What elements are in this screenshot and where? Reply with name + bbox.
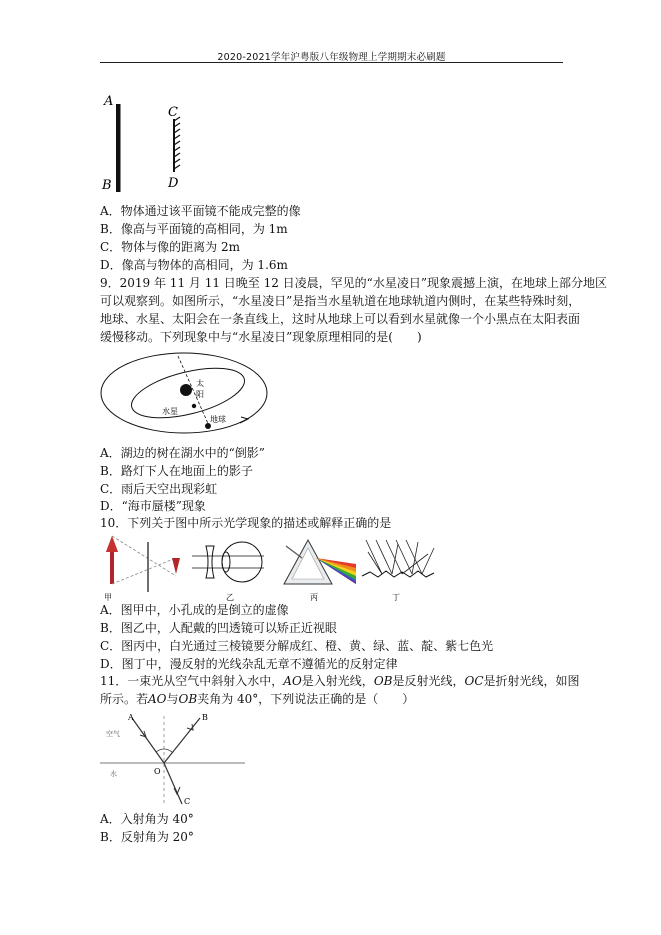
page-header: 2020-2021学年沪粤版八年级物理上学期期末必刷题	[217, 52, 446, 63]
eyeball	[222, 542, 262, 582]
sun	[180, 384, 192, 396]
q10-option-a: A．图甲中，小孔成的是倒立的虚像	[100, 603, 289, 617]
header-rule	[100, 62, 563, 63]
fig-jia-pinhole	[100, 534, 190, 602]
q9-stem-line-2: 可以观察到。如图所示，“水星凌日”是指当水星轨道在地球轨道内侧时，在某些特殊时刻，	[100, 294, 581, 308]
q8-option-b: B．像高与平面镜的高相同，为 1m	[100, 222, 288, 236]
label-o-point: O	[154, 767, 161, 776]
q9-stem-line-4: 缓慢移动。下列现象中与“水星凌日”现象原理相同的是( )	[100, 330, 422, 344]
mirror-figure	[98, 92, 198, 192]
q10-option-b: B．图乙中，人配戴的凹透镜可以矫正近视眼	[100, 621, 337, 635]
label-air: 空气	[106, 730, 120, 738]
label-water: 水	[110, 770, 117, 778]
q8-option-d: D．像高与物体的高相同，为 1.6m	[100, 258, 288, 272]
fig-ding-diffuse	[358, 534, 438, 602]
earth-label: 地球	[210, 415, 226, 424]
label-b: B	[102, 178, 112, 192]
q10-stem: 10．下列关于图中所示光学现象的描述或解释正确的是	[100, 516, 392, 530]
label-c-point: C	[184, 797, 191, 806]
mercury-label: 水星	[162, 407, 178, 416]
label-b-point: B	[202, 713, 208, 722]
reflected-ray-ob	[164, 718, 200, 763]
label-d: D	[168, 176, 179, 191]
sun-label-1: 太	[196, 379, 204, 388]
orbit-arrow	[240, 417, 248, 423]
q11-stem-line-2: 所示。若AO与OB夹角为 40°，下列说法正确的是（ ）	[100, 692, 415, 706]
q8-option-a: A．物体通过该平面镜不能成完整的像	[100, 204, 301, 218]
q11-option-a: A．入射角为 40°	[100, 812, 194, 826]
refracted-ray-oc	[164, 763, 182, 804]
q9-option-b: B．路灯下人在地面上的影子	[100, 464, 253, 478]
q8-option-c: C．物体与像的距离为 2m	[100, 240, 241, 254]
q9-stem-line-3: 地球、水星、太阳会在一条直线上，这时从地球上可以看到水星就像一个小黑点在太阳表面	[100, 312, 581, 326]
fig-label-yi: 乙	[226, 593, 234, 602]
fig-bing-prism	[280, 534, 358, 602]
label-c: C	[168, 105, 178, 120]
label-a: A	[104, 94, 114, 109]
incident-ray-ao	[132, 718, 164, 763]
q11-stem-line-1: 11．一束光从空气中斜射入水中，AO是入射光线，OB是反射光线，OC是折射光线，如图	[100, 674, 580, 688]
label-a-point: A	[128, 713, 134, 722]
fig-label-jia: 甲	[104, 593, 112, 602]
q10-option-c: C．图丙中，白光通过三棱镜要分解成红、橙、黄、绿、蓝、靛、紫七色光	[100, 639, 494, 653]
object-ab	[116, 104, 121, 192]
q9-stem-line-1: 9．2019 年 11 月 11 日晚至 12 日凌晨，罕见的“水星凌日”现象震撼上演，在地球上部分地区	[100, 276, 607, 290]
q9-option-d: D．“海市蜃楼”现象	[100, 499, 206, 513]
mercury	[192, 404, 196, 408]
q9-option-c: C．雨后天空出现彩虹	[100, 482, 218, 496]
q9-option-a: A．湖边的树在湖水中的“倒影”	[100, 446, 265, 460]
refraction-figure	[100, 710, 250, 808]
inverted-image	[172, 558, 180, 574]
angle-arc	[156, 749, 172, 752]
q10-option-d: D．图丁中，漫反射的光线杂乱无章不遵循光的反射定律	[100, 657, 398, 671]
fig-label-ding: 丁	[392, 593, 400, 602]
q11-option-b: B．反射角为 20°	[100, 830, 194, 844]
fig-yi-eye-lens	[190, 534, 275, 602]
fig-label-bing: 丙	[310, 593, 318, 602]
sun-label-2: 阳	[196, 390, 204, 399]
orbit-figure	[98, 350, 270, 440]
concave-lens	[206, 546, 214, 578]
